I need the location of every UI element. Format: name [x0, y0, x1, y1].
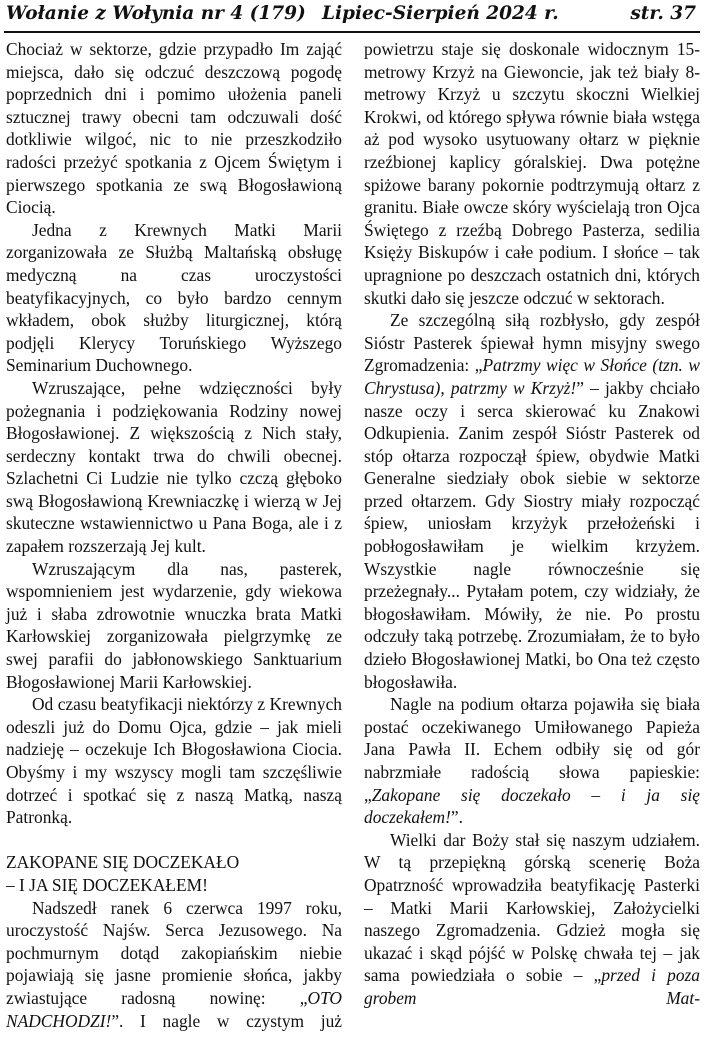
right-column	[364, 38, 700, 1010]
heading-line: ZAKOPANE SIĘ DOCZEKAŁO	[6, 852, 240, 873]
heading-line: – I JA SIĘ DOCZEKAŁEM!	[6, 874, 208, 895]
paragraph-text: Nagle na podium ołtarza pojawiła się biała postać oczekiwanego Umiłowanego Papieża Jana Pawła II. Echem odbiły się od gór nabrzmiałe radością słowa papieskie: „	[364, 694, 700, 805]
paragraph: Wzruszającym dla nas, pasterek, wspomnieniem jest wydarzenie, gdy wiekowa już i słaba zdrowotnie wnuczka brata Matki Karłowskiej zorganizowała pielgrzymkę ze swej parafii do jabłonowskiego Sanktuarium Błogosławionej Marii Karłowskiej.	[6, 558, 342, 692]
publication-title: Wołanie z Wołynia nr 4 (179)	[6, 3, 306, 24]
spacer	[6, 829, 342, 852]
paragraph	[364, 693, 700, 829]
quote-italic: Patrzmy więc w Słońce (tzn. w Chrystusa), patrzmy w Krzyż!	[364, 355, 700, 398]
paragraph	[364, 309, 700, 693]
paragraph: powietrzu staje się doskonale widocznym 15-metrowy Krzyż na Giewoncie, jak też biały 8-metrowy Krzyż u szczytu skoczni Wielkiej Krokwi, od którego spływa równie biała wstęga aż pod wysoko usytuowany ołtarz w pięknie rzeźbionej kaplicy góralskiej. Dwa potężne spiżowe barany pokornie podtrzymują ołtarz z granitu. Białe owcze skóry wyścielają tron Ojca Świętego z rzeźbą Dobrego Pasterza, sedilia Księży Biskupów i całe podium. I słońce – tak upragnione po deszczach ostatnich dni, których skutki dało się jeszcze odczuć w sektorach.	[364, 39, 700, 308]
quote-italic: OTO NADCHODZI!	[6, 987, 342, 1031]
issue-date: Lipiec-Sierpień 2024 r.	[322, 3, 559, 24]
header-rule	[4, 31, 700, 33]
paragraph: Od czasu beatyfikacji niektórzy z Krewnych odeszli już do Domu Ojca, gdzie – jak mieli nadzieję – oczekuje Ich Błogosławiona Ciocia. Obyśmy i my wszyscy mogli tam szczęśliwie dotrzeć i spotkać się z naszą Matką, naszą Patronką.	[6, 694, 342, 828]
left-column	[6, 38, 342, 1032]
paragraph-text: Nadszedł ranek 6 czerwca 1997 roku, uroczystość Najśw. Serca Jezusowego. Na pochmurnym dotąd zakopiańskim niebie pojawiają się jasne promienie słońca, jakby zwiastujące radosną nowinę: „	[6, 897, 342, 1008]
quote-italic: Zakopane się doczekało – i ja się doczekałem!	[364, 784, 700, 828]
page-number: str. 37	[630, 3, 696, 24]
paragraph	[364, 829, 700, 1010]
paragraph-text: Wielki dar Boży stał się naszym udziałem. W tą przepiękną górską scenerię Boża Opatrzność wprowadziła beatyfikację Pasterki – Matki Marii Karłowskiej, Założycielki naszego Zgromadzenia. Gdzież mogła się ukazać i skąd pójść w Polskę chwała tej – jak sama powiedziała o sobie – „	[364, 829, 700, 986]
paragraph-text: ” – jakby chciało nasze oczy i serca skierować ku Znakowi Odkupienia. Zanim zespół Sióstr Pasterek od stóp ołtarza rozpoczął śpiew, obydwie Matki Generalne siedziały obok siebie w sektorze przed ołtarzem. Gdy Siostry miały rozpocząć śpiew, uniosłam krzyżyk przełożeński i pobłogosławiłam je wielkim krzyżem. Wszystkie nagle równocześnie się przeżegnały... Pytałam potem, czy widziały, że błogosławiłam. Mówiły, że nie. Po prostu odczuły taką potrzebę. Zrozumiałam, że to było dzieło Błogosławionej Matki, bo Ona też często błogosławiła.	[364, 377, 700, 692]
paragraph-text: ”.	[450, 807, 463, 828]
paragraph: Jedna z Krewnych Matki Marii zorganizowała ze Służbą Maltańską obsługę medyczną na czas uroczystości beatyfikacyjnych, co było bardzo cennym wkładem, obok służby liturgicznej, którą podjęli Klerycy Toruńskiego Wyższego Seminarium Duchownego.	[6, 219, 342, 376]
paragraph: Wzruszające, pełne wdzięczności były pożegnania i podziękowania Rodziny nowej Błogosławionej. Z większością z Nich stały, serdeczny kontakt trwa do chwili obecnej. Szlachetni Ci Ludzie nie tylko czczą głęboko swą Błogosławioną Krewniaczkę i wierzą w Jej skuteczne wstawiennictwo u Pana Boga, ale i z zapałem rozszerzają Jej kult.	[6, 377, 342, 557]
paragraph-text: Ze szczególną siłą rozbłysło, gdy zespół Sióstr Pasterek śpiewał hymn misyjny swego Zgromadzenia: „	[364, 310, 700, 376]
quote-italic: przed i poza grobem Mat-	[364, 965, 701, 1008]
paragraph: Chociaż w sektorze, gdzie przypadło Im zająć miejsca, dało się odczuć deszczową pogodę poprzednich dni i pomimo ułożenia paneli sztucznej trawy obecni tam odczuwali dość dotkliwie wilgoć, nic to nie przeszkodziło radości przeżyć spotkania z Ojcem Świętym i pierwszego spotkania ze swą Błogosławioną Ciocią.	[6, 39, 342, 218]
section-heading	[6, 851, 342, 896]
paragraph	[6, 897, 342, 1033]
paragraph-text: ”. I nagle w czystym już	[111, 1010, 342, 1031]
running-header	[4, 0, 700, 30]
